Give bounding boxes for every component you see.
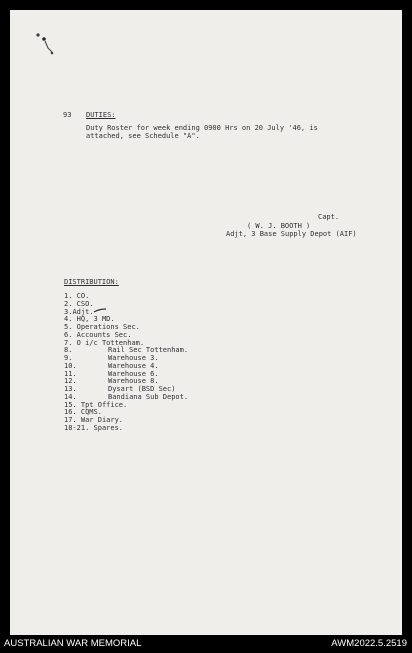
distribution-heading: DISTRIBUTION: — [64, 278, 119, 286]
footer-source-label: AUSTRALIAN WAR MEMORIAL — [4, 638, 142, 649]
archive-footer — [0, 635, 412, 653]
item-text-line-2: attached, see Schedule "A". — [86, 132, 200, 140]
list-item: 10. Warehouse 4. — [64, 361, 159, 370]
distribution-list — [64, 293, 188, 433]
list-item: 3.Adjt. — [64, 307, 94, 316]
staple-holes-mark — [35, 30, 61, 58]
signature-name: ( W. J. BOOTH ) — [247, 222, 311, 230]
list-item: 2. CSO. — [64, 299, 94, 308]
list-item: 12. Warehouse 8. — [64, 377, 159, 386]
item-number: 93 — [63, 111, 72, 119]
document-page — [10, 10, 402, 635]
list-item: 14. Bandiana Sub Depot. — [64, 392, 189, 401]
list-item: 15. Tpt Office. — [64, 400, 128, 409]
list-item: 8. Rail Sec Tottenham. — [64, 346, 189, 355]
footer-accession-number: AWM2022.5.2519 — [331, 638, 407, 649]
handwritten-tick-mark — [93, 308, 107, 314]
list-item: 6. Accounts Sec. — [64, 330, 132, 339]
list-item: 11. Warehouse 6. — [64, 369, 159, 378]
list-item: 9. Warehouse 3. — [64, 354, 159, 362]
list-item: 13. Dysart (BSD Sec) — [64, 385, 176, 393]
list-item: 7. O i/c Tottenham. — [64, 338, 145, 347]
list-item: 1. CO. — [64, 292, 90, 300]
signature-rank: Capt. — [318, 213, 340, 221]
item-text-line-1: Duty Roster for week ending 0900 Hrs on 20 July '46, is — [86, 124, 318, 132]
item-heading: DUTIES: — [86, 111, 116, 119]
signature-appointment: Adjt, 3 Base Supply Depot (AIF) — [226, 230, 357, 238]
list-item: 16. CQMS. — [64, 408, 102, 417]
list-item: 17. War Diary. — [64, 416, 124, 424]
list-item: 5. Operations Sec. — [64, 323, 140, 331]
list-item: 18-21. Spares. — [64, 423, 124, 432]
list-item: 4. HQ, 3 MD. — [64, 315, 115, 324]
